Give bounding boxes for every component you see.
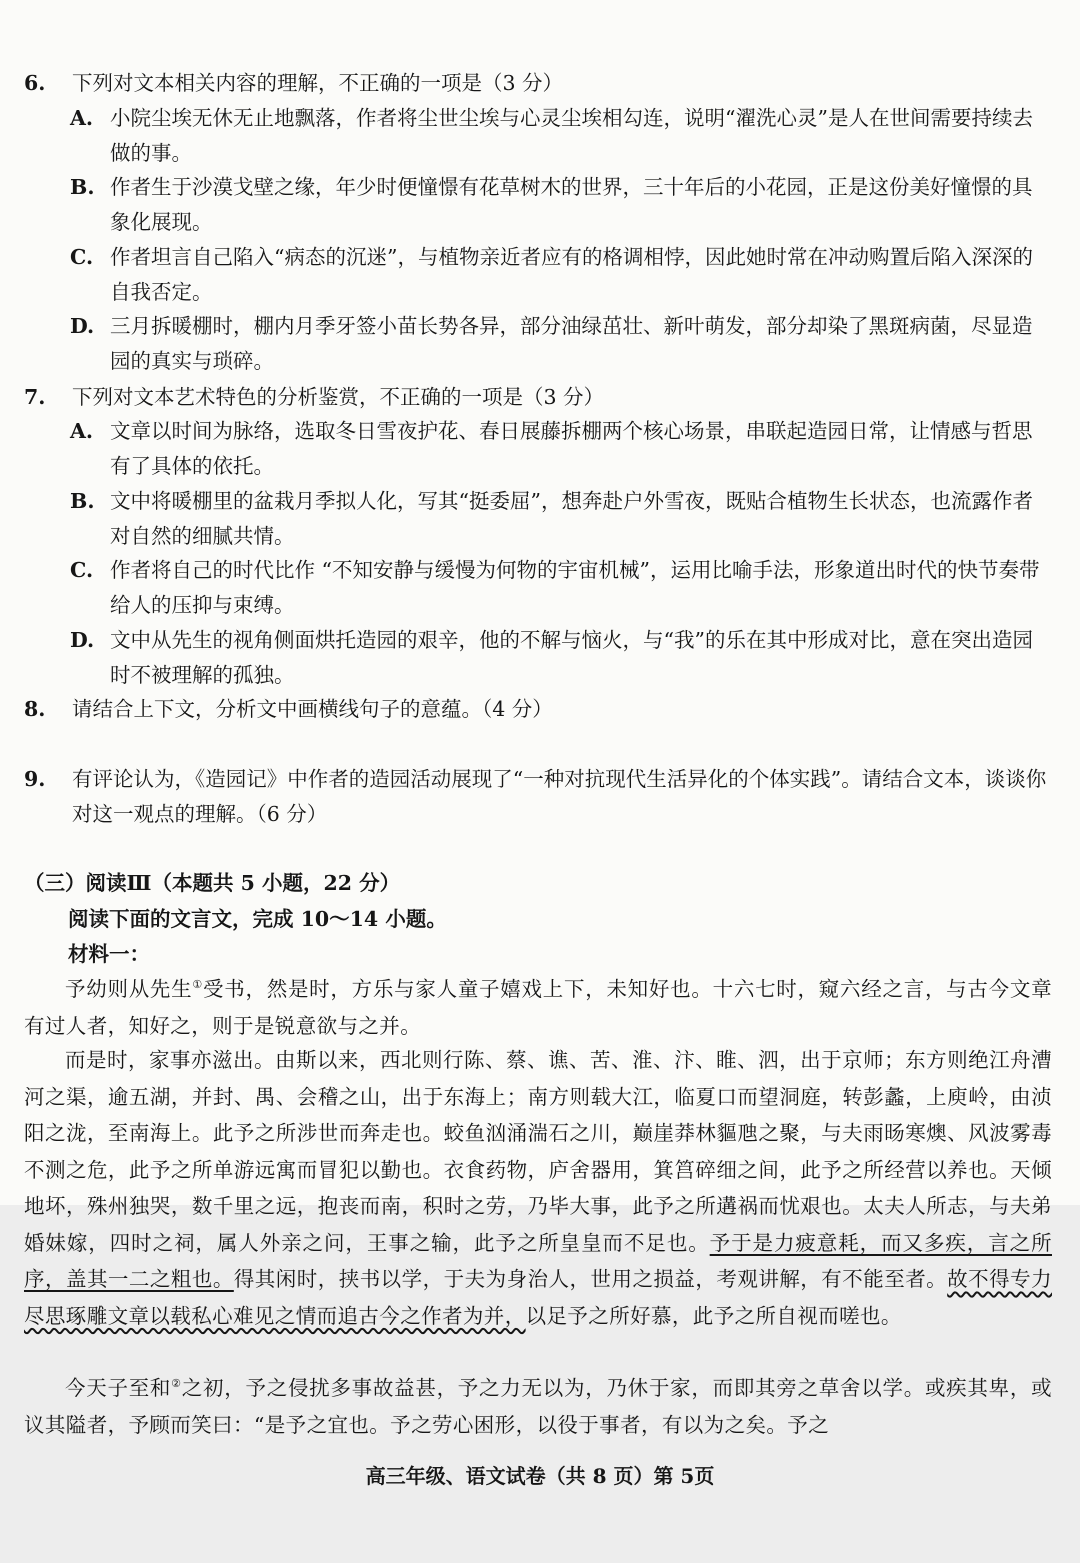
page-footer: 高三年级、语文试卷（共 8 页）第 5页	[365, 1464, 715, 1488]
passage-paragraph-2	[24, 1042, 1052, 1334]
passage-text: 以足予之所好慕，此予之所自视而嗟也。	[525, 1303, 902, 1328]
passage-text: 得其闲时，挟书以学，于夫为身治人，世用之损益，考观讲解，有不能至者。	[233, 1267, 948, 1291]
option-label: D.	[70, 628, 95, 652]
question-number: 6.	[24, 71, 46, 95]
option-text: 文中从先生的视角侧面烘托造园的艰辛，他的不解与恼火，与“我”的乐在其中形成对比，意在突出造园时不被理解的孤独。	[110, 628, 1033, 687]
passage-text: 而是时，家事亦滋出。由斯以来，西北则行陈、蔡、谯、苦、淮、汴、睢、泗，出于京师；东方则绝江舟漕河之渠，逾五湖，并封、禺、会稽之山，出于东海上；南方则载大江，临夏口而望洞庭，转彭蠡，上庾岭，由浈阳之泷，至南海上。此予之所涉世而奔走也。蛟鱼汹涌湍石之川，巅崖莽林貙虺之聚，与夫雨旸寒燠、风波雾毒不测之危，此予之所单游远寓而冒犯以勤也。衣食药物，庐舍器用，箕筥碎细之间，此予之所经营以养也。天倾地坏，殊州独哭，数千里之远，抱丧而南，积时之劳，乃毕大事，此予之所遘祸而忧艰也。太夫人所志，与夫弟婚妹嫁，四时之祠，属人外亲之问，王事之输，此予之所皇皇而不足也。	[24, 1048, 1052, 1255]
passage-text: 予幼则从先生	[65, 977, 193, 1001]
option-label: A.	[70, 419, 94, 443]
question-stem: 下列对文本艺术特色的分析鉴赏，不正确的一项是（3 分）	[72, 385, 605, 409]
option-label: B.	[70, 175, 95, 199]
option-label: B.	[70, 489, 95, 513]
question-number: 8.	[24, 697, 46, 721]
option-label: C.	[70, 245, 94, 269]
question-stem: 下列对文本相关内容的理解，不正确的一项是（3 分）	[72, 71, 564, 95]
passage-paragraph-3	[24, 1370, 1052, 1443]
section-instruction: 阅读下面的文言文，完成 10～14 小题。	[68, 907, 447, 931]
question-stem: 有评论认为，《造园记》中作者的造园活动展现了“一种对抗现代生活异化的个体实践”。请结合文本，谈谈你对这一观点的理解。（6 分）	[72, 767, 1047, 826]
question-stem: 请结合上下文，分析文中画横线句子的意蕴。（4 分）	[72, 697, 553, 721]
option-text: 小院尘埃无休无止地飘落，作者将尘世尘埃与心灵尘埃相勾连，说明“濯洗心灵”是人在世间需要持续去做的事。	[110, 106, 1033, 165]
option-text: 作者坦言自己陷入“病态的沉迷”，与植物亲近者应有的格调相悖，因此她时常在冲动购置后陷入深深的自我否定。	[110, 245, 1033, 304]
option-label: D.	[70, 314, 95, 338]
passage-text: 之初，予之侵扰多事故益甚，予之力无以为，乃休于家，而即其旁之草舍以学。或疾其卑，或议其隘者，予顾而笑曰：“是予之宜也。予之劳心困形，以役于事者，有以为之矣。予之	[24, 1376, 1053, 1437]
footnote-marker: ②	[171, 1377, 182, 1391]
passage-text: 受书，然是时，方乐与家人童子嬉戏上下，未知好也。十六七时，窥六经之言，与古今文章有过人者，知好之，则于是锐意欲与之并。	[24, 977, 1053, 1038]
option-text: 作者将自己的时代比作 “不知安静与缓慢为何物的宇宙机械”，运用比喻手法，形象道出时代的快节奏带给人的压抑与束缚。	[110, 558, 1040, 617]
underlined-sentence: 予于是力疲意耗，而又多疾，言之所序，盖其一二之粗也。	[24, 1230, 1052, 1291]
option-text: 文章以时间为脉络，选取冬日雪夜护花、春日展藤拆棚两个核心场景，串联起造园日常，让情感与哲思有了具体的依托。	[110, 419, 1033, 478]
question-number: 7.	[24, 385, 46, 409]
wavy-underlined-sentence: 故不得专力尽思琢雕文章以载私心难见之情而追古今之作者为并，	[24, 1267, 1052, 1328]
option-text: 三月拆暖棚时，棚内月季牙签小苗长势各异，部分油绿茁壮、新叶萌发，部分却染了黑斑病菌，尽显造园的真实与琐碎。	[110, 314, 1033, 373]
option-text: 作者生于沙漠戈壁之缘，年少时便憧憬有花草树木的世界，三十年后的小花园，正是这份美好憧憬的具象化展现。	[110, 175, 1033, 234]
passage-paragraph-1	[24, 971, 1052, 1044]
question-number: 9.	[24, 767, 46, 791]
passage-text: 今天子至和	[65, 1376, 172, 1400]
section-title: （三）阅读Ⅲ（本题共 5 小题，22 分）	[24, 871, 401, 895]
option-text: 文中将暖棚里的盆栽月季拟人化，写其“挺委屈”，想奔赴户外雪夜，既贴合植物生长状态，也流露作者对自然的细腻共情。	[110, 489, 1033, 548]
material-label: 材料一：	[68, 942, 150, 966]
footnote-marker: ①	[192, 978, 204, 992]
option-label: A.	[70, 106, 94, 130]
option-label: C.	[70, 558, 94, 582]
